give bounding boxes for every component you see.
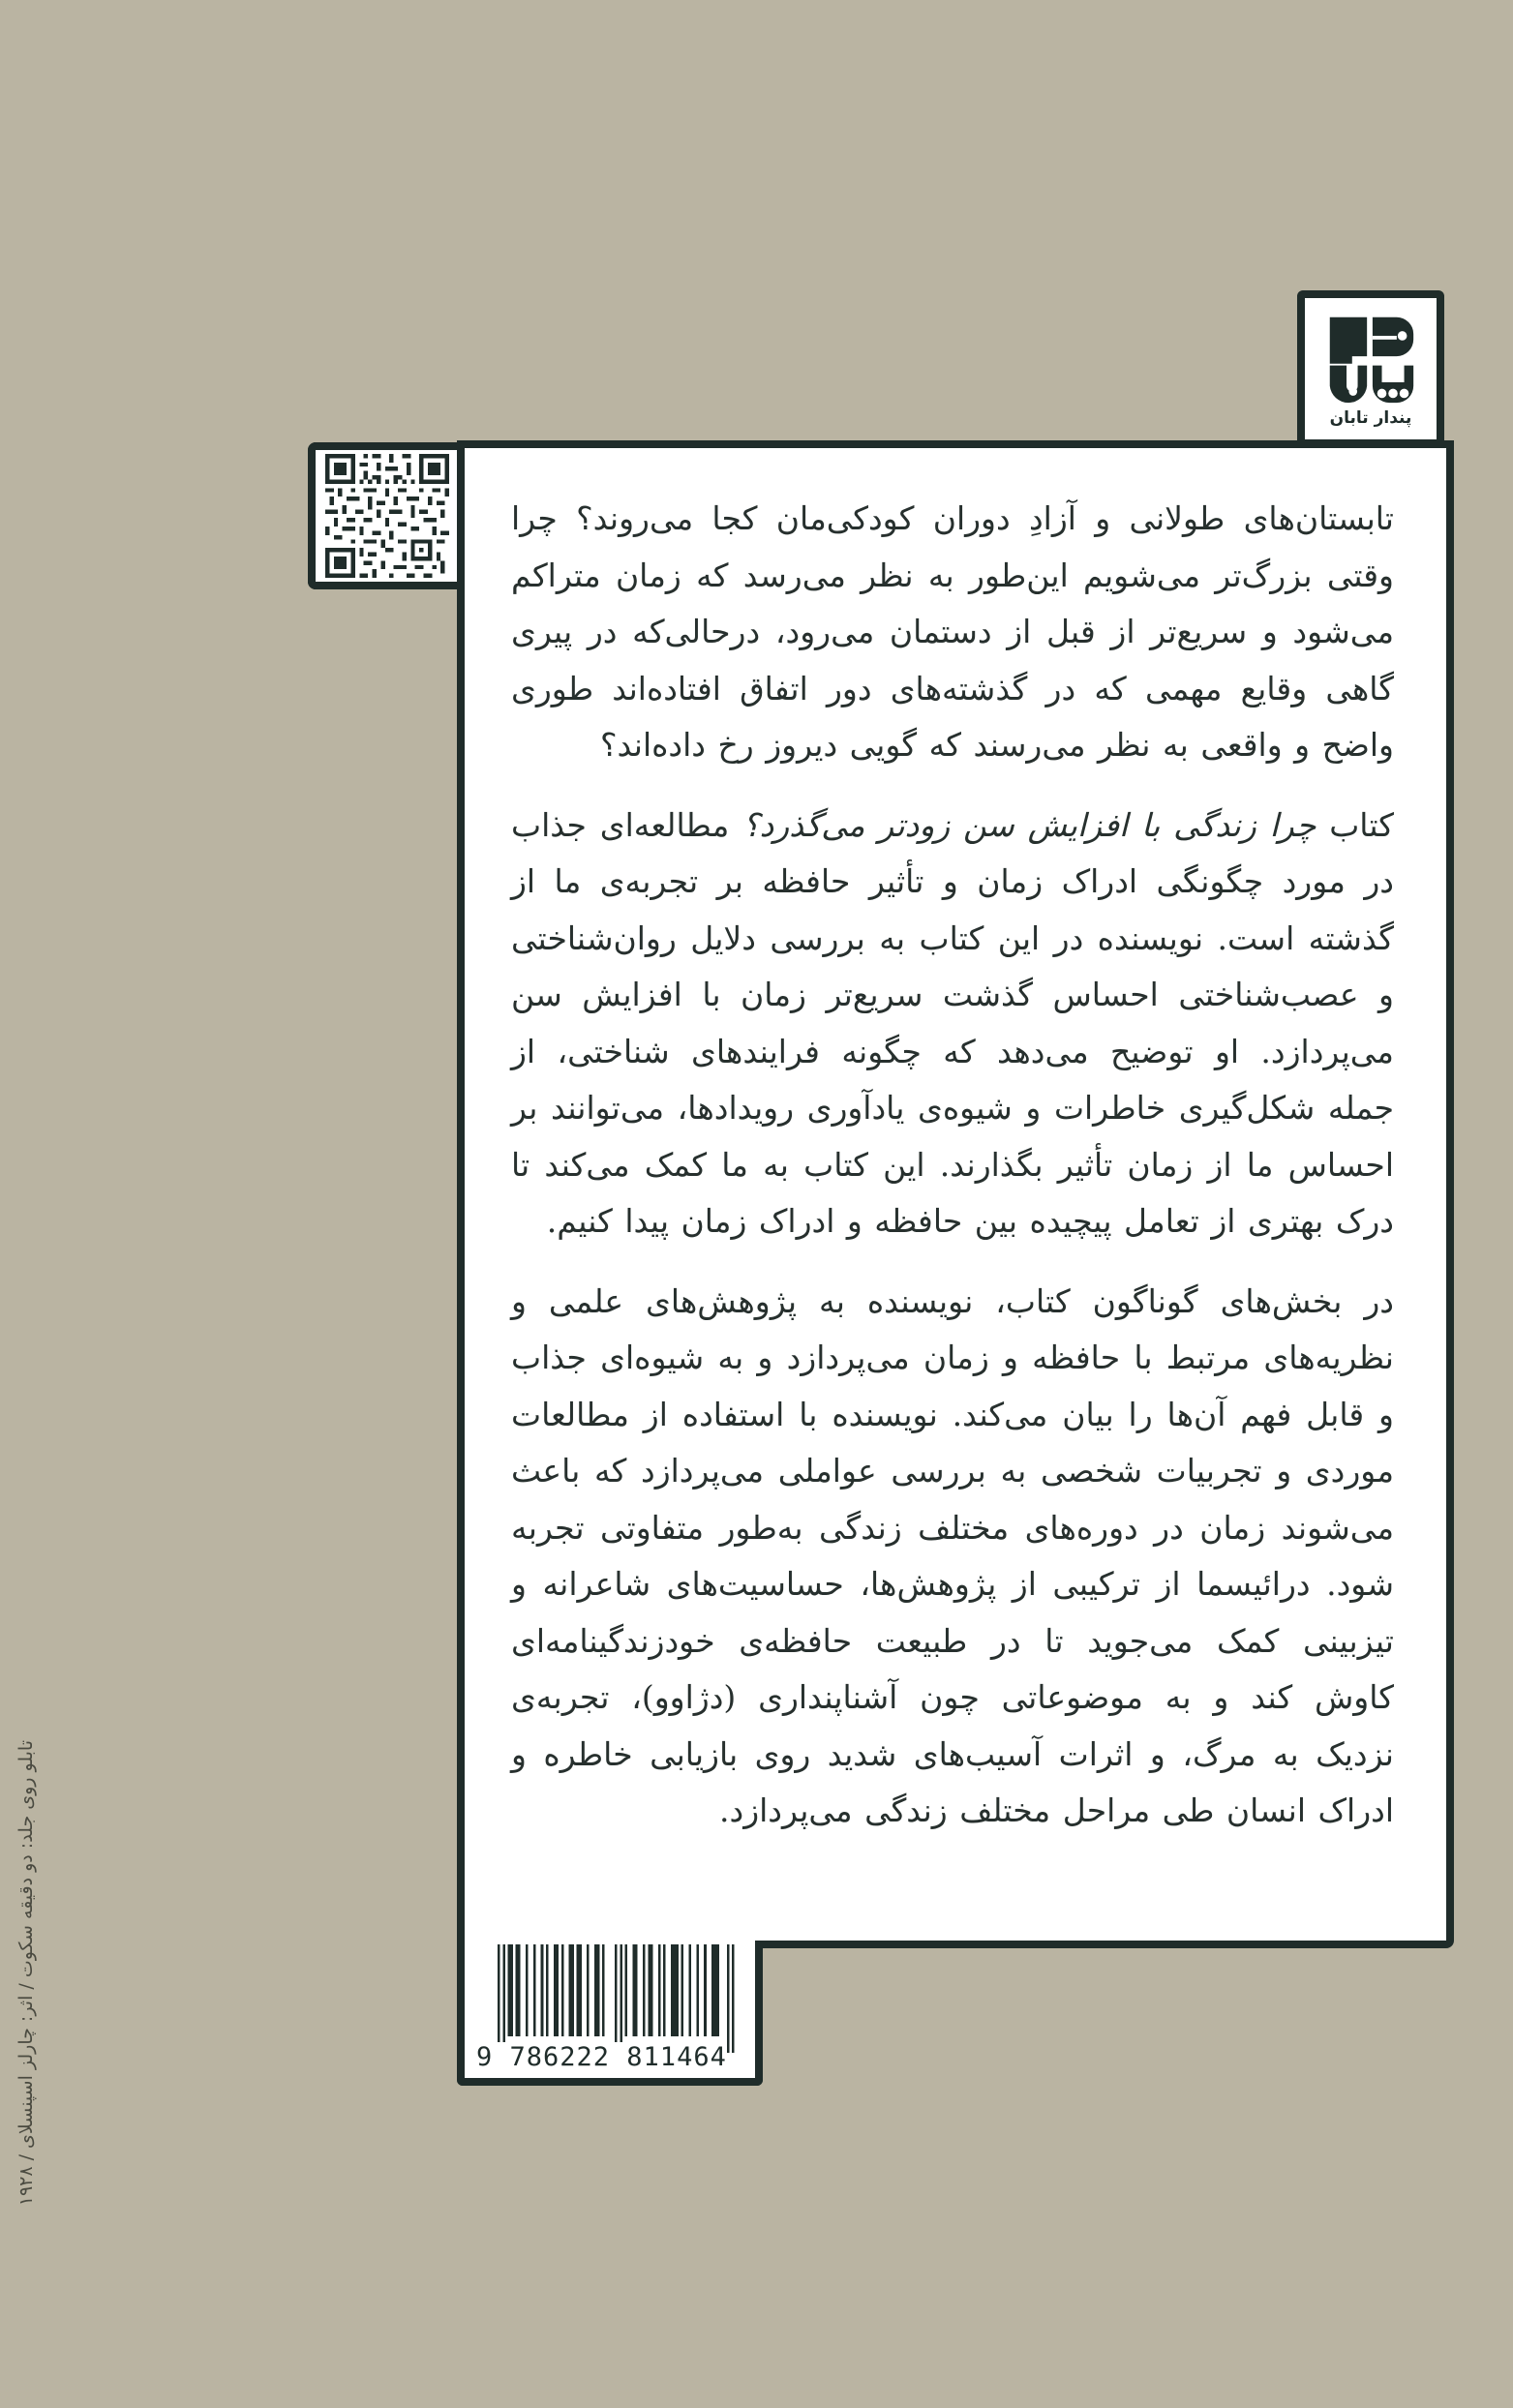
publisher-name: پندار تابان: [1329, 408, 1412, 428]
qr-code-icon[interactable]: [325, 454, 449, 578]
paragraph-prefix: کتاب: [1316, 805, 1395, 844]
barcode-icon: [498, 1944, 740, 2053]
isbn-barcode-box: [457, 1941, 763, 2086]
publisher-logo-box: [1297, 290, 1444, 447]
isbn-number: 9 786222 811464: [476, 2042, 727, 2072]
cover-art-caption: تابلو روی جلد: دو دقیقه سکوت / اثر: چارلز اسپنسلای / ۱۹۲۸: [15, 1740, 37, 2207]
qr-code-box[interactable]: [308, 442, 459, 589]
blurb-paragraph-1: تابستان‌های طولانی و آزادِ دوران کودکی‌مان کجا می‌روند؟ چرا وقتی بزرگ‌تر می‌شویم این‌طور به نظر می‌رسد که زمان متراکم می‌شود و سریع‌تر از قبل از دستمان می‌رود، درحالی‌که در پیری گاهی وقایع مهمی که در گذشته‌های دور اتفاق افتاده‌اند طوری واضح و واقعی به نظر می‌رسند که گویی دیروز رخ داده‌اند؟: [511, 499, 1394, 764]
blurb-paragraph-3: در بخش‌های گوناگون کتاب، نویسنده به پژوهش‌های علمی و نظریه‌های مرتبط با حافظه و زمان می‌پردازد و به شیوه‌ای جذاب و قابل فهم آن‌ها را بیان می‌کند. نویسنده با استفاده از مطالعات موردی و تجربیات شخصی به بررسی عواملی می‌پردازد که باعث می‌شوند زمان در دوره‌های مختلف زندگی به‌طور متفاوتی تجربه شود. درائیسما از ترکیبی از پژوهش‌ها، حساسیت‌های شاعرانه و تیزبینی کمک می‌جوید تا در طبیعت حافظه‌ی خودزندگینامه‌ای کاوش کند و به موضوعاتی چون آشناپنداری (دژاوو)، تجربه‌ی نزدیک به مرگ، و اثرات آسیب‌های شدید روی بازیابی خاطره و ادراک انسان طی مراحل مختلف زندگی می‌پردازد.: [511, 1281, 1394, 1829]
book-title: چرا زندگی با افزایش سن زودتر می‌گذرد؟: [742, 805, 1316, 844]
publisher-logo-icon: [1324, 312, 1417, 405]
paragraph-body: مطالعه‌ای جذاب در مورد چگونگی ادراک زمان و تأثیر حافظه بر تجربه‌ی ما از گذشته است. نویسنده در این کتاب به بررسی دلایل روان‌شناختی و عصب‌شناختی احساس گذشت سریع‌تر زمان با افزایش سن می‌پردازد. او توضیح می‌دهد که چگونه فرایندهای شناختی، از جمله شکل‌گیری خاطرات و شیوه‌ی یادآوری رویدادها، می‌توانند بر احساس ما از زمان تأثیر بگذارند. این کتاب به ما کمک می‌کند تا درک بهتری از تعامل پیچیده بین حافظه و ادراک زمان پیدا کنیم.: [511, 805, 1394, 1240]
blurb-paragraph-2: [511, 798, 1394, 1250]
back-cover-blurb-panel: [457, 440, 1454, 1948]
blurb-text: [511, 491, 1394, 1840]
